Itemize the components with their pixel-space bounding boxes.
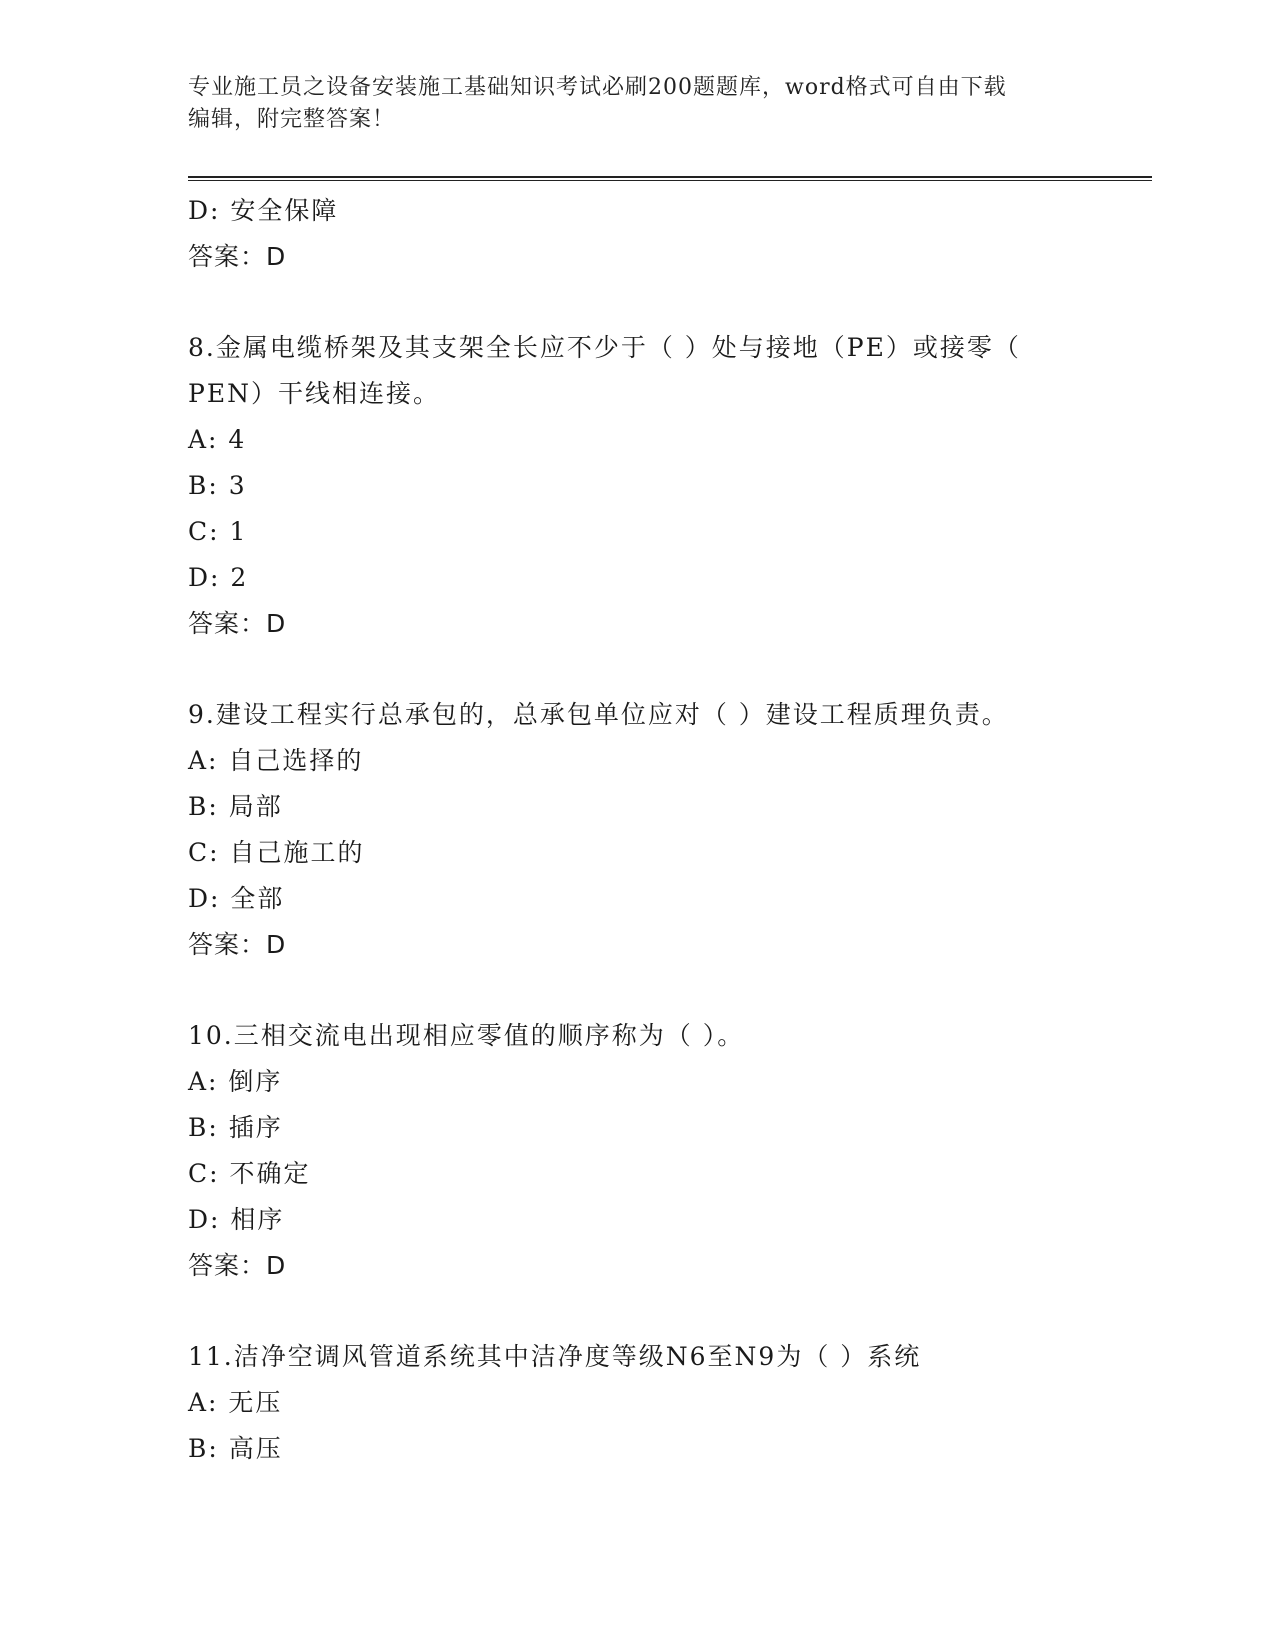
document-body <box>188 188 1152 1472</box>
option-b: B: 局部 <box>188 792 283 821</box>
option-a: A: 自己选择的 <box>188 746 364 775</box>
question-text: 8.金属电缆桥架及其支架全长应不少于（ ）处与接地（PE）或接零（ <box>188 333 1021 362</box>
question-text: 9.建设工程实行总承包的，总承包单位应对（ ）建设工程质理负责。 <box>188 700 1009 729</box>
question-text-continued: PEN）干线相连接。 <box>188 379 440 408</box>
option-d: D: 全部 <box>188 884 285 913</box>
question-8 <box>188 325 1152 647</box>
page-header <box>188 72 1088 136</box>
question-text: 11.洁净空调风管道系统其中洁净度等级N6至N9为（ ）系统 <box>188 1342 922 1371</box>
option-c: C: 自己施工的 <box>188 838 365 867</box>
header-line-2: 编辑，附完整答案！ <box>188 107 396 132</box>
option-b: B: 插序 <box>188 1113 283 1142</box>
option-b: B: 高压 <box>188 1434 283 1463</box>
spacer <box>188 1289 1152 1334</box>
answer-line: 答案：D <box>188 930 287 959</box>
option-d: D: 相序 <box>188 1205 285 1234</box>
header-divider <box>188 176 1152 181</box>
option-a: A: 倒序 <box>188 1067 283 1096</box>
option-a: A: 4 <box>188 425 247 454</box>
option-d: D: 2 <box>188 563 249 592</box>
spacer <box>188 968 1152 1013</box>
question-11 <box>188 1334 1152 1472</box>
header-line-1: 专业施工员之设备安装施工基础知识考试必刷200题题库，word格式可自由下载 <box>188 75 1007 100</box>
answer-line: 答案：D <box>188 242 287 271</box>
question-10 <box>188 1013 1152 1289</box>
answer-line: 答案：D <box>188 1251 287 1280</box>
spacer <box>188 280 1152 325</box>
option-b: B: 3 <box>188 471 247 500</box>
question-text: 10.三相交流电出现相应零值的顺序称为（ ）。 <box>188 1021 745 1050</box>
option-a: A: 无压 <box>188 1388 283 1417</box>
option-c: C: 不确定 <box>188 1159 311 1188</box>
previous-question-tail <box>188 188 1152 280</box>
question-9 <box>188 692 1152 968</box>
spacer <box>188 647 1152 692</box>
option-d: D: 安全保障 <box>188 196 339 225</box>
option-c: C: 1 <box>188 517 248 546</box>
answer-line: 答案：D <box>188 609 287 638</box>
